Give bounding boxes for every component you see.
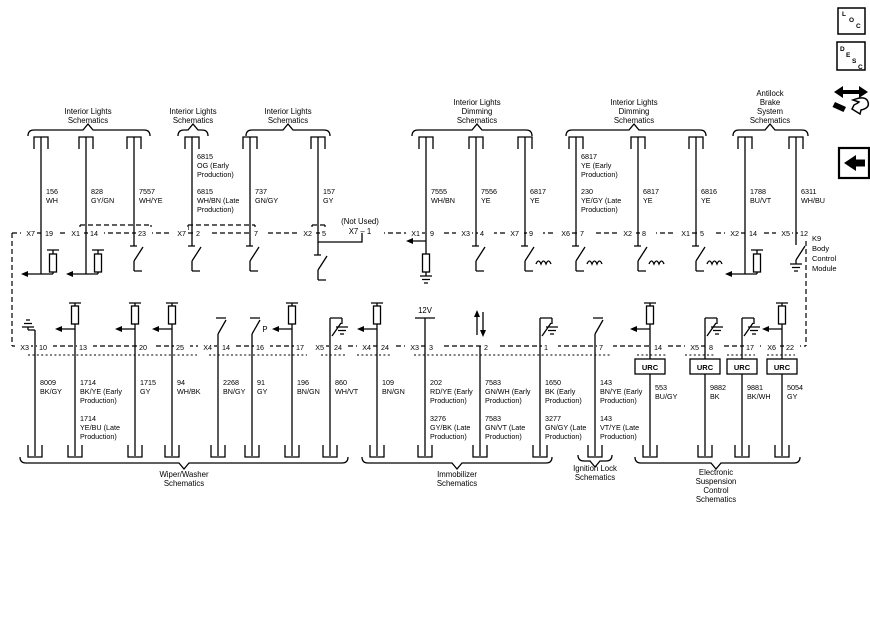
svg-text:YE: YE <box>701 196 711 205</box>
connector-id: X3 <box>410 343 419 352</box>
svg-text:BN/YE (Early: BN/YE (Early <box>600 387 643 396</box>
top-wire-230 <box>561 137 621 271</box>
harness-routing-button[interactable] <box>833 86 869 114</box>
svg-text:BK: BK <box>710 392 720 401</box>
svg-text:7555: 7555 <box>431 187 447 196</box>
bottom-wire-1650 <box>533 318 586 457</box>
svg-text:WH/VT: WH/VT <box>335 387 359 396</box>
pin-number: 17 <box>296 343 304 352</box>
svg-text:BU/VT: BU/VT <box>750 196 772 205</box>
group-braces <box>20 124 808 469</box>
svg-text:6815: 6815 <box>197 187 213 196</box>
pin-number: 25 <box>176 343 184 352</box>
top-wire-1788-BUVT <box>725 137 772 277</box>
resistor-arrow-icon <box>55 303 81 346</box>
svg-text:230: 230 <box>581 187 593 196</box>
pin-number: 23 <box>138 229 146 238</box>
switch-icon <box>130 233 143 271</box>
back-button[interactable] <box>839 148 869 178</box>
svg-text:7557: 7557 <box>139 187 155 196</box>
svg-text:S: S <box>852 58 857 65</box>
svg-text:6815: 6815 <box>197 152 213 161</box>
module-label <box>812 234 837 273</box>
pin-number: 14 <box>90 229 98 238</box>
resistor-arrow-icon <box>115 303 141 346</box>
svg-text:6817: 6817 <box>643 187 659 196</box>
group-brace <box>20 457 348 469</box>
svg-text:3277: 3277 <box>545 414 561 423</box>
switch-resistor-icon <box>572 233 602 271</box>
svg-text:94: 94 <box>177 378 185 387</box>
svg-text:1714: 1714 <box>80 414 96 423</box>
svg-text:Production): Production) <box>430 396 467 405</box>
svg-text:RD/YE (Early: RD/YE (Early <box>430 387 473 396</box>
svg-text:GY: GY <box>140 387 151 396</box>
svg-text:Schematics: Schematics <box>695 495 737 504</box>
svg-text:GN/WH (Early: GN/WH (Early <box>485 387 531 396</box>
svg-text:Production): Production) <box>197 170 234 179</box>
urc-label: URC <box>696 363 714 372</box>
connector-id: X2 <box>303 229 312 238</box>
pin-number: 14 <box>654 343 662 352</box>
pin-number: 17 <box>746 343 754 352</box>
top-wire-6816-YE <box>681 137 722 271</box>
svg-text:Schematics: Schematics <box>67 116 109 125</box>
top-wire-828-GYGN <box>66 137 114 277</box>
resistor-arrow-icon <box>630 303 656 346</box>
svg-text:Dimming: Dimming <box>618 107 650 116</box>
circuit-number: 156 <box>46 187 58 196</box>
svg-text:6816: 6816 <box>701 187 717 196</box>
not-used-note: (Not Used) <box>341 217 379 226</box>
svg-text:BK/WH: BK/WH <box>747 392 771 401</box>
svg-text:Production): Production) <box>485 396 522 405</box>
switch-resistor-icon <box>521 233 551 271</box>
svg-text:Dimming: Dimming <box>461 107 493 116</box>
pin-number: 2 <box>484 343 488 352</box>
top-wire-7556-YE <box>461 137 497 271</box>
resistor-arrow-icon <box>272 303 298 346</box>
svg-text:6817: 6817 <box>530 187 546 196</box>
svg-text:1714: 1714 <box>80 378 96 387</box>
svg-text:Control: Control <box>703 486 729 495</box>
connector-id: X1 <box>411 229 420 238</box>
resistor-arrow-icon <box>762 303 788 346</box>
svg-text:Schematics: Schematics <box>163 479 205 488</box>
svg-text:6817: 6817 <box>581 152 597 161</box>
svg-text:WH/BU: WH/BU <box>801 196 825 205</box>
svg-text:5054: 5054 <box>787 383 803 392</box>
switch-ground-icon <box>330 318 348 346</box>
pin-number: 5 <box>322 229 326 238</box>
bcm-box <box>12 225 806 355</box>
svg-text:Production): Production) <box>545 396 582 405</box>
svg-text:7583: 7583 <box>485 414 501 423</box>
svg-text:Production): Production) <box>197 205 234 214</box>
svg-text:Suspension: Suspension <box>695 477 737 486</box>
svg-text:C: C <box>856 23 861 30</box>
svg-text:YE: YE <box>643 196 653 205</box>
switch-icon <box>593 318 603 346</box>
pin-number: 3 <box>429 343 433 352</box>
pin-number: 7 <box>599 343 603 352</box>
svg-text:737: 737 <box>255 187 267 196</box>
svg-text:6311: 6311 <box>801 187 817 196</box>
group-label: Wiper/Washer <box>159 470 209 479</box>
bottom-wire-91-GY <box>245 318 268 457</box>
top-wire-6817-YE-a <box>510 137 551 271</box>
group-brace <box>733 124 808 136</box>
group-brace <box>246 124 330 136</box>
svg-text:OG (Early: OG (Early <box>197 161 229 170</box>
group-label: Interior Lights <box>453 98 501 107</box>
connector-id: X6 <box>767 343 776 352</box>
double-arrow-icon <box>834 86 868 98</box>
resistor-arrow-icon <box>21 233 59 277</box>
svg-text:7556: 7556 <box>481 187 497 196</box>
pin-number: 24 <box>334 343 342 352</box>
switch-resistor-icon <box>692 233 722 271</box>
group-label: Interior Lights <box>264 107 312 116</box>
resistor-arrow-icon <box>66 233 104 277</box>
connector-id: X1 <box>681 229 690 238</box>
switch-ground-icon <box>540 318 558 346</box>
resistor-arrow-icon <box>357 303 383 346</box>
group-brace <box>362 457 552 469</box>
svg-text:143: 143 <box>600 414 612 423</box>
connector-id: X5 <box>690 343 699 352</box>
pin-number: 19 <box>45 229 53 238</box>
switch-icon <box>216 318 226 346</box>
svg-text:VT/YE (Late: VT/YE (Late <box>600 423 640 432</box>
pin-number: 4 <box>480 229 484 238</box>
svg-text:BN/GN: BN/GN <box>297 387 320 396</box>
data-line-arrows-icon <box>474 310 486 337</box>
svg-text:YE (Early: YE (Early <box>581 161 612 170</box>
svg-text:GY: GY <box>787 392 798 401</box>
pin-number: 7 <box>580 229 584 238</box>
pin-number: 1 <box>544 343 548 352</box>
pin-number: 14 <box>749 229 757 238</box>
group-label: Ignition Lock <box>573 464 617 473</box>
svg-text:WH/BN: WH/BN <box>431 196 455 205</box>
not-used-pin: X7 – 1 <box>348 227 372 236</box>
bottom-wire-8009-BKGY <box>20 320 62 457</box>
bottom-wire-5054-GY <box>762 303 803 457</box>
svg-text:Schematics: Schematics <box>574 473 616 482</box>
pin-number: 14 <box>222 343 230 352</box>
pin-number: 9 <box>529 229 533 238</box>
top-wire-156-WH <box>21 137 59 277</box>
connector-id: X2 <box>623 229 632 238</box>
schematic-group-labels <box>64 89 790 504</box>
svg-text:196: 196 <box>297 378 309 387</box>
bottom-wire-94-WHBK <box>152 303 201 457</box>
group-label: Interior Lights <box>169 107 217 116</box>
connector-id: X6 <box>561 229 570 238</box>
svg-text:BK/GY: BK/GY <box>40 387 62 396</box>
svg-text:202: 202 <box>430 378 442 387</box>
pin-number: 7 <box>254 229 258 238</box>
switch-ground-icon <box>705 318 723 346</box>
svg-text:1650: 1650 <box>545 378 561 387</box>
svg-text:Schematics: Schematics <box>456 116 498 125</box>
svg-text:D: D <box>840 46 845 53</box>
bottom-wire-109-BNGN <box>357 303 405 457</box>
pin-number: 12 <box>800 229 808 238</box>
svg-text:BK (Early: BK (Early <box>545 387 576 396</box>
bottom-wire-9882-BK <box>690 318 726 457</box>
svg-text:Schematics: Schematics <box>613 116 655 125</box>
svg-text:860: 860 <box>335 378 347 387</box>
connector-id: X2 <box>730 229 739 238</box>
connector-id: X3 <box>20 343 29 352</box>
toolbar <box>833 8 870 178</box>
curved-arrow-icon <box>852 98 868 114</box>
urc-label: URC <box>641 363 659 372</box>
power-feed-icon <box>415 318 435 346</box>
svg-text:1788: 1788 <box>750 187 766 196</box>
connector-id: X3 <box>461 229 470 238</box>
svg-text:Production): Production) <box>581 205 618 214</box>
svg-text:O: O <box>849 17 855 24</box>
bottom-wire-2268-BNGY <box>203 318 245 457</box>
group-brace <box>566 124 706 136</box>
svg-text:Production): Production) <box>80 396 117 405</box>
svg-text:Production): Production) <box>581 170 618 179</box>
connector-id: X7 <box>510 229 519 238</box>
connector-id: X4 <box>362 343 371 352</box>
loc-button[interactable] <box>838 8 865 34</box>
svg-text:WH/BK: WH/BK <box>177 387 201 396</box>
svg-text:GY/GN: GY/GN <box>91 196 115 205</box>
svg-text:GN/VT (Late: GN/VT (Late <box>485 423 526 432</box>
pin-number: 8 <box>642 229 646 238</box>
pin-number: 22 <box>786 343 794 352</box>
bottom-wire-9881-BKWH <box>727 318 771 457</box>
svg-text:91: 91 <box>257 378 265 387</box>
bottom-wire-202 <box>410 306 473 457</box>
svg-text:L: L <box>842 11 846 18</box>
svg-text:System: System <box>757 107 783 116</box>
svg-text:YE: YE <box>530 196 540 205</box>
bottom-wire-7583 <box>473 310 531 457</box>
svg-text:553: 553 <box>655 383 667 392</box>
svg-text:BK/YE (Early: BK/YE (Early <box>80 387 122 396</box>
group-label: Antilock <box>756 89 784 98</box>
svg-text:E: E <box>846 52 851 59</box>
svg-text:109: 109 <box>382 378 394 387</box>
connector-id: X4 <box>203 343 212 352</box>
svg-text:YE/BU (Late: YE/BU (Late <box>80 423 120 432</box>
svg-text:9881: 9881 <box>747 383 763 392</box>
switch-icon <box>250 318 260 346</box>
svg-text:157: 157 <box>323 187 335 196</box>
svg-text:GN/GY (Late: GN/GY (Late <box>545 423 587 432</box>
svg-text:Production): Production) <box>80 432 117 441</box>
group-label: Electronic <box>698 468 734 477</box>
svg-text:GN/GY: GN/GY <box>255 196 279 205</box>
svg-text:WH/YE: WH/YE <box>139 196 163 205</box>
svg-text:Brake: Brake <box>759 98 781 107</box>
bottom-wire-860-WHVT <box>315 318 359 457</box>
switch-ground-icon <box>742 318 760 346</box>
connector-id: X1 <box>71 229 80 238</box>
top-wire-6817-YE-b <box>623 137 664 271</box>
group-label: Interior Lights <box>64 107 112 116</box>
pin-number: 20 <box>139 343 147 352</box>
svg-text:YE/GY (Late: YE/GY (Late <box>581 196 622 205</box>
top-wire-157-GY <box>303 137 379 280</box>
bottom-wire-196-BNGN <box>262 303 319 457</box>
top-wire-6815 <box>177 137 239 271</box>
svg-text:BN/GN: BN/GN <box>382 387 405 396</box>
svg-text:9882: 9882 <box>710 383 726 392</box>
svg-text:YE: YE <box>481 196 491 205</box>
group-brace <box>28 124 150 136</box>
switch-icon <box>314 242 327 280</box>
top-wire-737-GNGY <box>243 137 278 271</box>
svg-text:3276: 3276 <box>430 414 446 423</box>
switch-icon <box>472 233 485 271</box>
resistor-arrow-icon <box>725 233 763 277</box>
svg-text:BU/GY: BU/GY <box>655 392 678 401</box>
svg-text:C: C <box>858 64 863 71</box>
bottom-wire-1714 <box>55 303 122 457</box>
pin-number: 24 <box>381 343 389 352</box>
svg-text:2268: 2268 <box>223 378 239 387</box>
power-label: 12V <box>418 306 432 315</box>
svg-text:Production): Production) <box>600 432 637 441</box>
pin-number: 2 <box>196 229 200 238</box>
circuit-color: WH <box>46 196 58 205</box>
svg-text:WH/BN (Late: WH/BN (Late <box>197 196 240 205</box>
park-label: P <box>262 325 268 334</box>
svg-text:Production): Production) <box>485 432 522 441</box>
svg-text:GY: GY <box>257 387 268 396</box>
connector-id: X5 <box>781 229 790 238</box>
svg-text:7583: 7583 <box>485 378 501 387</box>
connector-id: X5 <box>315 343 324 352</box>
switch-ground-icon <box>790 233 805 271</box>
svg-text:Production): Production) <box>430 432 467 441</box>
switch-icon <box>246 233 259 271</box>
arrow-resistor-ground-icon <box>406 233 432 283</box>
group-label: Interior Lights <box>610 98 658 107</box>
bottom-wire-553-BUGY <box>630 303 678 457</box>
svg-text:8009: 8009 <box>40 378 56 387</box>
svg-text:Schematics: Schematics <box>172 116 214 125</box>
pin-number: 9 <box>430 229 434 238</box>
svg-text:Schematics: Schematics <box>749 116 791 125</box>
svg-text:Production): Production) <box>600 396 637 405</box>
top-wire-7557-WHYE <box>127 137 163 271</box>
svg-text:Schematics: Schematics <box>436 479 478 488</box>
wrench-icon <box>833 102 847 112</box>
bottom-wire-143 <box>588 318 643 457</box>
group-brace <box>178 124 208 136</box>
svg-text:Control: Control <box>812 254 837 263</box>
connector-id: X7 <box>177 229 186 238</box>
resistor-arrow-icon <box>152 303 178 346</box>
bottom-wire-1715-GY <box>115 303 156 457</box>
connector-id: X7 <box>26 229 35 238</box>
switch-icon <box>188 233 201 271</box>
svg-text:1715: 1715 <box>140 378 156 387</box>
svg-text:828: 828 <box>91 187 103 196</box>
group-label: Immobilizer <box>437 470 477 479</box>
urc-label: URC <box>733 363 751 372</box>
urc-label: URC <box>773 363 791 372</box>
pin-number: 5 <box>700 229 704 238</box>
pin-number: 16 <box>256 343 264 352</box>
pin-number: 10 <box>39 343 47 352</box>
group-brace <box>412 124 532 136</box>
svg-text:GY: GY <box>323 196 334 205</box>
svg-text:K9: K9 <box>812 234 822 243</box>
pin-number: 8 <box>709 343 713 352</box>
switch-resistor-icon <box>634 233 664 271</box>
desc-button[interactable] <box>837 42 865 71</box>
svg-text:Body: Body <box>812 244 830 253</box>
top-wire-7555-WHBN <box>406 137 455 283</box>
pin-number: 13 <box>79 343 87 352</box>
svg-text:143: 143 <box>600 378 612 387</box>
svg-text:BN/GY: BN/GY <box>223 387 246 396</box>
svg-text:Production): Production) <box>545 432 582 441</box>
svg-text:Schematics: Schematics <box>267 116 309 125</box>
svg-text:GY/BK (Late: GY/BK (Late <box>430 423 471 432</box>
svg-text:Module: Module <box>812 264 837 273</box>
